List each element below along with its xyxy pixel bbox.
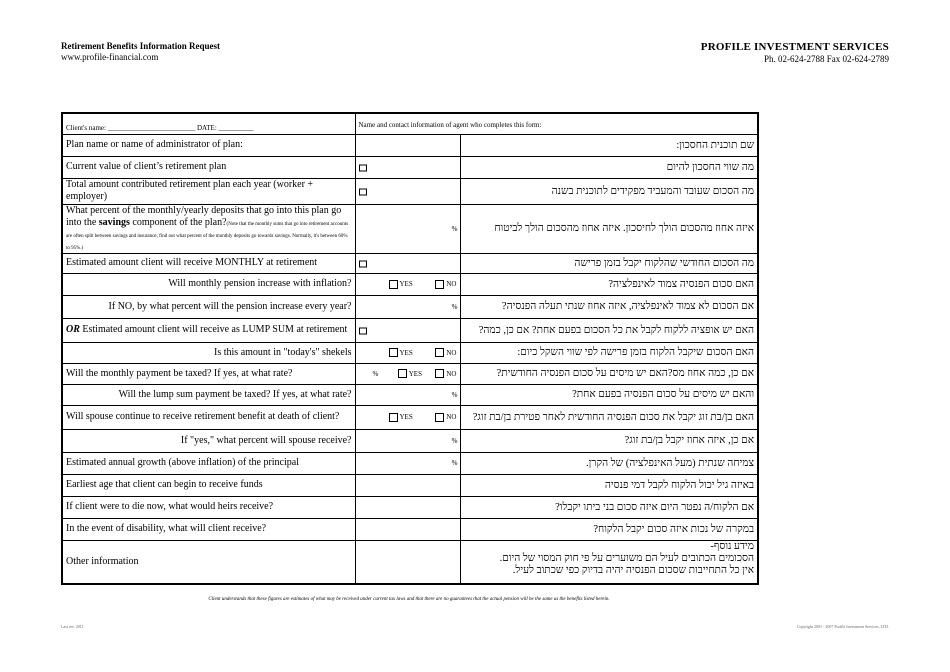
table-row xyxy=(62,452,758,474)
row-he-label: באיזה גיל יכול הלקוח לקבל דמי פנסיה xyxy=(460,474,758,496)
table-row xyxy=(62,540,758,584)
table-row xyxy=(62,204,758,253)
row-he-label: במקרה של נכות איזה סכום יקבל הלקוח? xyxy=(460,518,758,540)
answer-cell[interactable] xyxy=(355,134,460,156)
answer-cell[interactable]: % xyxy=(355,429,460,452)
answer-cell: % YES NO xyxy=(355,363,460,384)
answer-cell: YES NO xyxy=(355,342,460,363)
header-left xyxy=(61,41,220,63)
no-checkbox[interactable] xyxy=(435,280,444,289)
currency-box-icon xyxy=(359,327,367,334)
answer-cell[interactable] xyxy=(355,253,460,273)
yes-checkbox[interactable] xyxy=(389,280,398,289)
row-en-label: Plan name or name of administrator of plan: xyxy=(62,134,355,156)
company-name: PROFILE INVESTMENT SERVICES xyxy=(700,41,889,53)
row-en-label: If NO, by what percent will the pension increase every year? xyxy=(62,295,355,318)
row-he-label: אם כן, כמה אחוז מס?האם יש מיסים על סכום הפנסיה החודשית? xyxy=(460,363,758,384)
table-row xyxy=(62,405,758,429)
row-he-label: והאם יש מיסים על סכום הפנסיה בפעם אחת? xyxy=(460,384,758,405)
row-en-label: Earliest age that client can begin to receive funds xyxy=(62,474,355,496)
company-phone: Ph. 02-624-2788 Fax 02-624-2789 xyxy=(764,54,889,64)
answer-cell[interactable] xyxy=(355,156,460,178)
row-he-label: האם יש אופציה ללקוח לקבל את כל הסכום בפעם אחת? אם כן, כמה? xyxy=(460,318,758,342)
row-en-label: Total amount contributed retirement plan each year (worker + employer) xyxy=(62,178,355,204)
row-en-label: Current value of client’s retirement plan xyxy=(62,156,355,178)
row-en-label: Estimated annual growth (above inflation) of the principal xyxy=(62,452,355,474)
table-row xyxy=(62,253,758,273)
answer-cell: YES NO xyxy=(355,405,460,429)
website-url[interactable]: www.profile-financial.com xyxy=(61,52,159,62)
currency-box-icon xyxy=(359,260,367,267)
row-en-label: Estimated amount client will receive MONTHLY at retirement xyxy=(62,253,355,273)
answer-cell[interactable] xyxy=(355,474,460,496)
retirement-form-table xyxy=(61,112,759,585)
row-en-label: OR Estimated amount client will receive as LUMP SUM at retirement xyxy=(62,318,355,342)
table-row xyxy=(62,429,758,452)
answer-cell[interactable]: % xyxy=(355,452,460,474)
row-en-label: Will the monthly payment be taxed? If yes, at what rate? xyxy=(62,363,355,384)
answer-cell[interactable] xyxy=(355,540,460,584)
client-name-date-field[interactable]: Client's name: _________________________ DATE: __________ xyxy=(62,113,355,134)
table-row xyxy=(62,134,758,156)
row-he-label: האם סכום הפנסיה צמוד לאינפלציה? xyxy=(460,273,758,295)
answer-cell[interactable] xyxy=(355,318,460,342)
row-en-label: If "yes," what percent will spouse receive? xyxy=(62,429,355,452)
disclaimer-note: Client understands that these figures are estimates of what may be received under current tax laws and that there are no guarantees that the actual pension will be the same as the benefits listed herein. xyxy=(208,597,610,602)
form-title: Retirement Benefits Information Request xyxy=(61,41,221,51)
answer-cell[interactable] xyxy=(355,518,460,540)
row-en-label: Is this amount in "today's" shekels xyxy=(62,342,355,363)
table-row xyxy=(62,363,758,384)
header-right xyxy=(701,41,889,65)
table-row xyxy=(62,273,758,295)
row-he-label: אם הסכום לא צמוד לאינפלציה, איזה אחוז שנתי תעלה הפנסיה? xyxy=(460,295,758,318)
answer-cell[interactable]: % xyxy=(355,204,460,253)
no-checkbox[interactable] xyxy=(435,348,444,357)
row-en-label: In the event of disability, what will client receive? xyxy=(62,518,355,540)
row-en-label: Will spouse continue to receive retirement benefit at death of client? xyxy=(62,405,355,429)
row-he-label: איזה אחוז מהסכום הולך לחיסכון. איזה אחוז מהסכום הולך לביטוח xyxy=(460,204,758,253)
answer-cell[interactable] xyxy=(355,178,460,204)
row-he-label: מידע נוסף- הסכומים הכתובים לעיל הם משוערים על פי חוק המסוי של היום. אין כל התחייבות שסכום הפנסיה יהיה בדיוק כפי שכתוב לעיל. xyxy=(460,540,758,584)
row-en-label: Will the lump sum payment be taxed? If yes, at what rate? xyxy=(62,384,355,405)
currency-box-icon xyxy=(359,164,367,171)
row-en-label: If client were to die now, what would heirs receive? xyxy=(62,496,355,518)
answer-cell[interactable]: % xyxy=(355,384,460,405)
currency-box-icon xyxy=(359,188,367,195)
yes-checkbox[interactable] xyxy=(389,348,398,357)
row-en-label: What percent of the monthly/yearly deposits that go into this plan go into the savings component of the plan?(Note that the monthly sums that go into retirement accounts are often split between savings and insurance; find out what percent of the monthly deposits go towards savings. Normally, it's between 60% to 95%.) xyxy=(62,204,355,253)
answer-cell[interactable] xyxy=(355,496,460,518)
yes-checkbox[interactable] xyxy=(398,369,407,378)
answer-cell: YES NO xyxy=(355,273,460,295)
row-he-label: מה הסכום החודשי שהלקוח יקבל בזמן פרישה xyxy=(460,253,758,273)
table-row xyxy=(62,178,758,204)
row-he-label: מה הסכום שעובד והמעביד מפקידים לתוכנית בשנה xyxy=(460,178,758,204)
table-row xyxy=(62,496,758,518)
table-row xyxy=(62,156,758,178)
row-he-label: האם בן/בת זוג יקבל את סכום הפנסיה החודשית לאחר פטירת בן/בת זוג? xyxy=(460,405,758,429)
no-checkbox[interactable] xyxy=(435,413,444,422)
table-row xyxy=(62,474,758,496)
footer-copyright: Copyright 2001 - 2007 Profile Investment Services, LTD. xyxy=(796,624,889,629)
row-he-label: האם הסכום שיקבל הלקוח בזמן פרישה לפי שווי השקל כיום: xyxy=(460,342,758,363)
answer-cell[interactable]: % xyxy=(355,295,460,318)
table-row xyxy=(62,342,758,363)
table-row xyxy=(62,318,758,342)
row-he-label: צמיחה שנתית (מעל האינפלציה) של הקרן. xyxy=(460,452,758,474)
footer-revision: Last rev. 2011 xyxy=(61,624,84,629)
agent-info-field[interactable]: Name and contact information of agent who completes this form: xyxy=(355,113,758,134)
table-row xyxy=(62,518,758,540)
row-he-label: אם הלקוח/ה נפטר היום איזה סכום בני ביתו יקבלו? xyxy=(460,496,758,518)
row-he-label: שם תוכנית החסכון: xyxy=(460,134,758,156)
table-row xyxy=(62,384,758,405)
row-en-label: Other information xyxy=(62,540,355,584)
row-en-label: Will monthly pension increase with inflation? xyxy=(62,273,355,295)
row-he-label: מה שווי החסכון להיום xyxy=(460,156,758,178)
no-checkbox[interactable] xyxy=(435,369,444,378)
yes-checkbox[interactable] xyxy=(389,413,398,422)
row-he-label: אם כן, איזה אחוז יקבל בן/בת זוג? xyxy=(460,429,758,452)
table-row xyxy=(62,295,758,318)
